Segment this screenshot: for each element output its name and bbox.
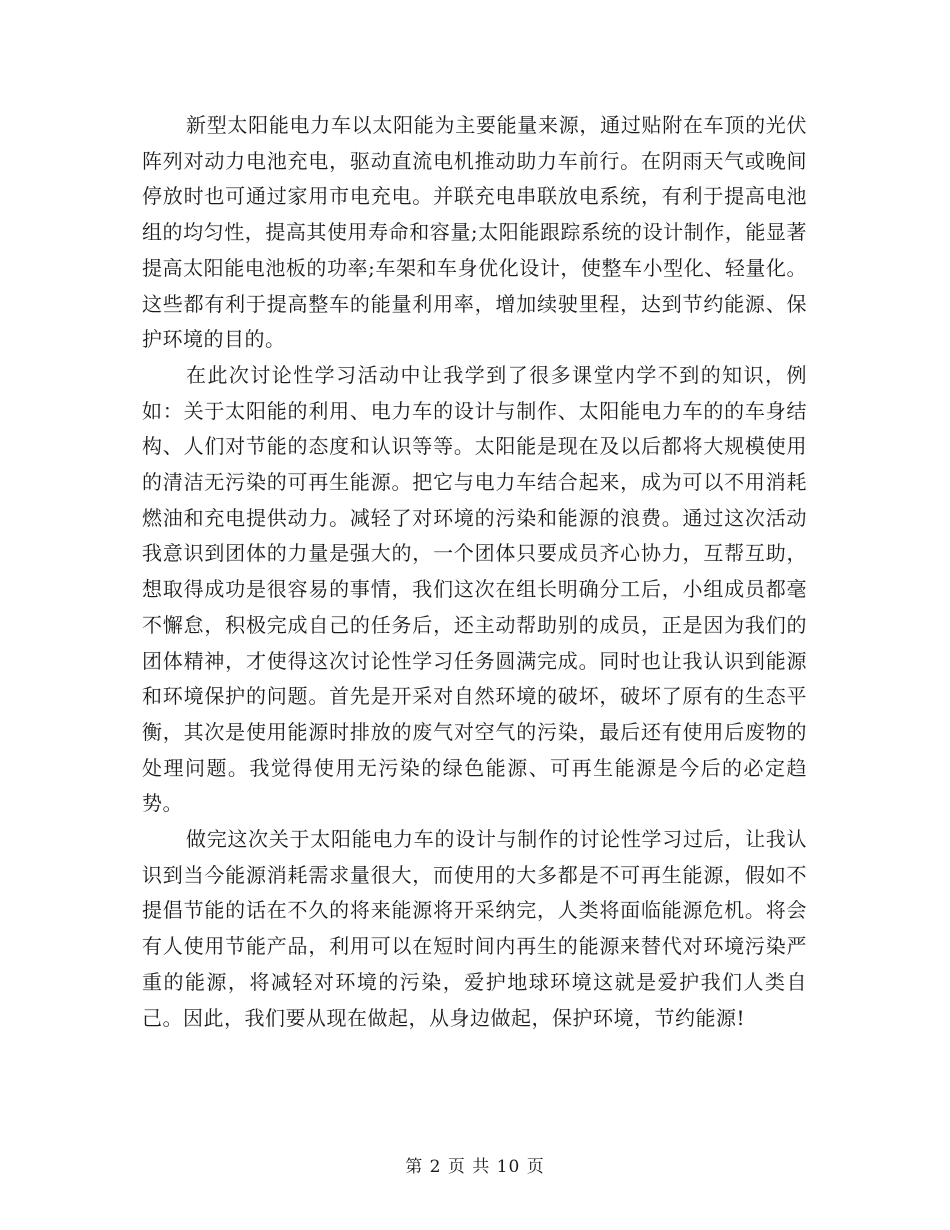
page-footer (0, 1152, 950, 1177)
paragraph-energy-conclusion: 做完这次关于太阳能电力车的设计与制作的讨论性学习过后，让我认识到当今能源消耗需求量很大，而使用的大多都是不可再生能源，假如不提倡节能的话在不久的将来能源将开采纳完，人类将面临能源危机。将会有人使用节能产品，利用可以在短时间内再生的能源来替代对环境污染严重的能源，将减轻对环境的污染，爱护地球环境这就是爱护我们人类自己。因此，我们要从现在做起，从身边做起，保护环境，节约能源! (142, 827, 807, 1030)
page-number-label: 第 2 页 共 10 页 (405, 1157, 545, 1177)
document-body (142, 108, 807, 1036)
paragraph-learning-reflection: 在此次讨论性学习活动中让我学到了很多课堂内学不到的知识，例如：关于太阳能的利用、电力车的设计与制作、太阳能电力车的的车身结构、人们对节能的态度和认识等等。太阳能是现在及以后都将大规模使用的清洁无污染的可再生能源。把它与电力车结合起来，成为可以不用消耗燃油和充电提供动力。减轻了对环境的污染和能源的浪费。通过这次活动我意识到团体的力量是强大的，一个团体只要成员齐心协力，互帮互助，想取得成功是很容易的事情，我们这次在组长明确分工后，小组成员都毫不懈怠，积极完成自己的任务后，还主动帮助别的成员，正是因为我们的团体精神，才使得这次讨论性学习任务圆满完成。同时也让我认识到能源和环境保护的问题。首先是开采对自然环境的破坏，破坏了原有的生态平衡，其次是使用能源时排放的废气对空气的污染，最后还有使用后废物的处理问题。我觉得使用无污染的绿色能源、可再生能源是今后的必定趋势。 (142, 362, 807, 816)
paragraph-solar-vehicle-intro: 新型太阳能电力车以太阳能为主要能量来源，通过贴附在车顶的光伏阵列对动力电池充电，驱动直流电机推动助力车前行。在阴雨天气或晚间停放时也可通过家用市电充电。并联充电串联放电系统，有利于提高电池组的均匀性，提高其使用寿命和容量;太阳能跟踪系统的设计制作，能显著提高太阳能电池板的功率;车架和车身优化设计，使整车小型化、轻量化。这些都有利于提高整车的能量利用率，增加续驶里程，达到节约能源、保护环境的目的。 (142, 113, 807, 352)
